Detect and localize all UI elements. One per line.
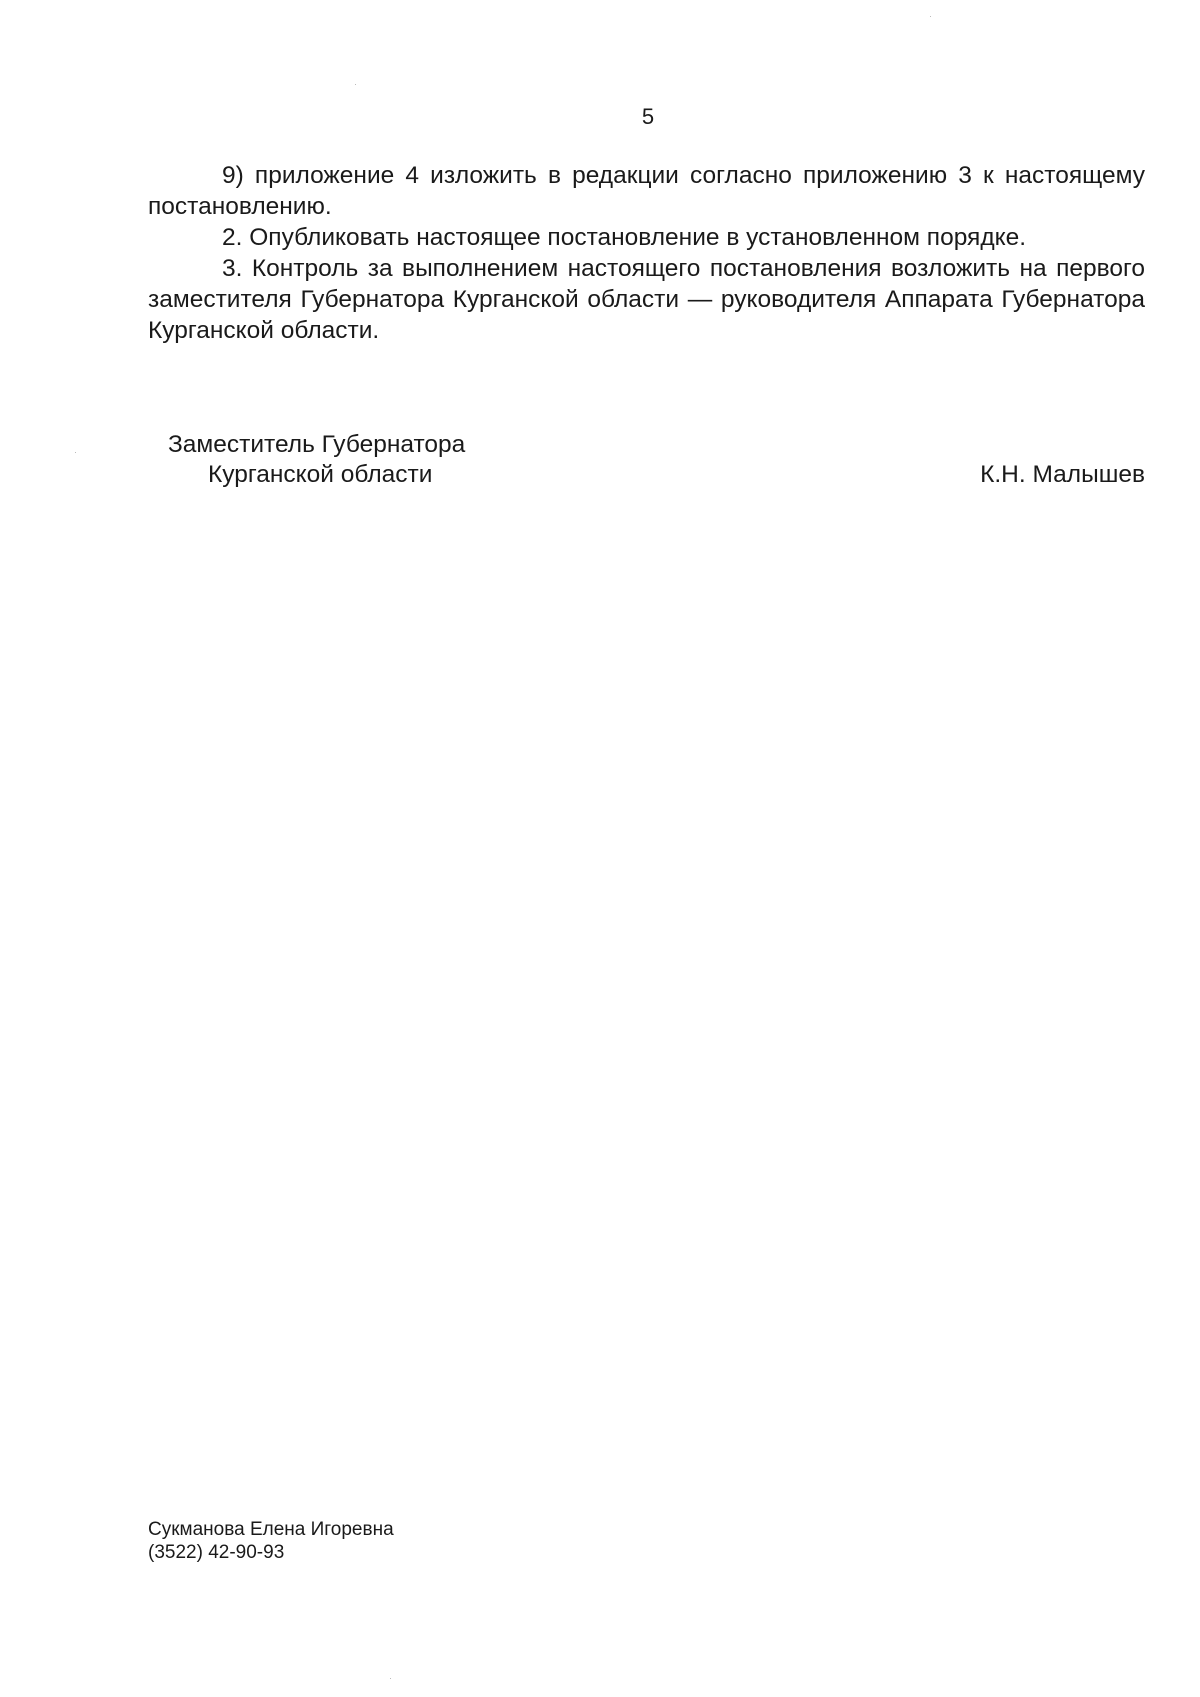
paragraph-publish: 2. Опубликовать настоящее постановление в установленном порядке. [222,224,1027,251]
scan-speck [355,84,356,85]
signer-position [168,430,465,490]
scan-speck [390,1678,391,1679]
executor-phone: (3522) 42-90-93 [148,1542,285,1563]
paragraph-control: 3. Контроль за выполнением настоящего постановления возложить на первого заместителя Губернатора Курганской области — руководителя Аппарата Губернатора Курганской области. [148,255,1145,344]
scan-speck [930,16,931,17]
page-number: 5 [641,104,655,129]
signer-position-line1: Заместитель Губернатора [168,431,466,458]
paragraph-item-9: 9) приложение 4 изложить в редакции согласно приложению 3 к настоящему постановлению. [148,162,1145,220]
signer-name: К.Н. Малышев [980,461,1145,488]
signer-position-line2: Курганской области [208,461,433,488]
scan-speck [75,452,76,453]
document-body [148,160,1145,346]
executor-name: Сукманова Елена Игоревна [148,1519,394,1540]
executor-block [148,1518,394,1564]
